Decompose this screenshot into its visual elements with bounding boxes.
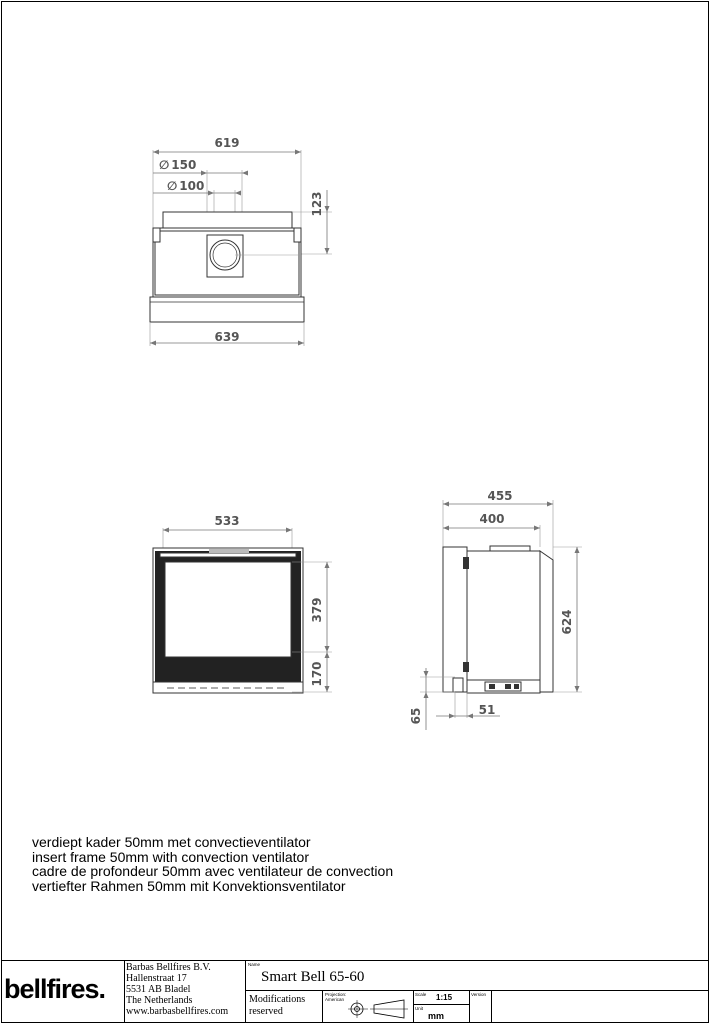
- description-line-fr: cadre de profondeur 50mm avec ventilateur de convection: [32, 863, 394, 879]
- description-line-en: insert frame 50mm with convection ventilator: [32, 848, 309, 865]
- dim-top-base-width: 639: [214, 330, 240, 344]
- description-line-nl: verdiept kader 50mm met convectieventilator: [32, 834, 311, 850]
- scale-value: 1:15: [436, 993, 453, 1002]
- name-label: Name: [248, 962, 261, 967]
- version-label: Version: [471, 992, 487, 997]
- projection-label: Projection:: [325, 992, 347, 997]
- modifications-line-1: Modifications: [249, 994, 306, 1005]
- dim-top-width: 619: [214, 136, 240, 150]
- company-street: Hallenstraat 17: [126, 973, 187, 984]
- projection-type: American: [325, 997, 345, 1002]
- projection-symbol-icon: [348, 1000, 408, 1018]
- company-country: The Netherlands: [126, 995, 193, 1006]
- dim-top-dia-150: ∅ 150: [159, 158, 197, 172]
- company-name: Barbas Bellfires B.V.: [126, 962, 211, 973]
- dim-side-foot-height: 65: [409, 707, 423, 725]
- bellfires-logo: bellfires.: [4, 974, 106, 1004]
- description-text: [32, 835, 393, 893]
- dim-side-outer-width: 455: [487, 489, 513, 503]
- dim-side-inner-width: 400: [479, 512, 505, 526]
- dim-front-width: 533: [214, 514, 240, 528]
- product-name: Smart Bell 65-60: [261, 969, 365, 985]
- dim-side-foot-offset: 51: [478, 703, 496, 717]
- side-view: [409, 489, 582, 730]
- dim-top-dia-100: ∅ 100: [167, 179, 205, 193]
- company-city: 5531 AB Bladel: [126, 984, 191, 995]
- unit-value: mm: [428, 1011, 445, 1021]
- company-website: www.barbasbellfires.com: [126, 1006, 229, 1017]
- front-view: [153, 514, 332, 693]
- scale-label: Scale: [415, 992, 427, 997]
- dim-front-glass-height: 379: [310, 597, 324, 623]
- dim-side-height: 624: [560, 609, 574, 635]
- dim-front-bottom-height: 170: [310, 661, 324, 687]
- dim-top-height: 123: [310, 191, 324, 217]
- unit-label: Unit: [415, 1006, 424, 1011]
- description-line-de: vertiefter Rahmen 50mm mit Konvektionsventilator: [32, 877, 346, 894]
- top-view: [150, 136, 332, 346]
- modifications-line-2: reserved: [249, 1006, 283, 1017]
